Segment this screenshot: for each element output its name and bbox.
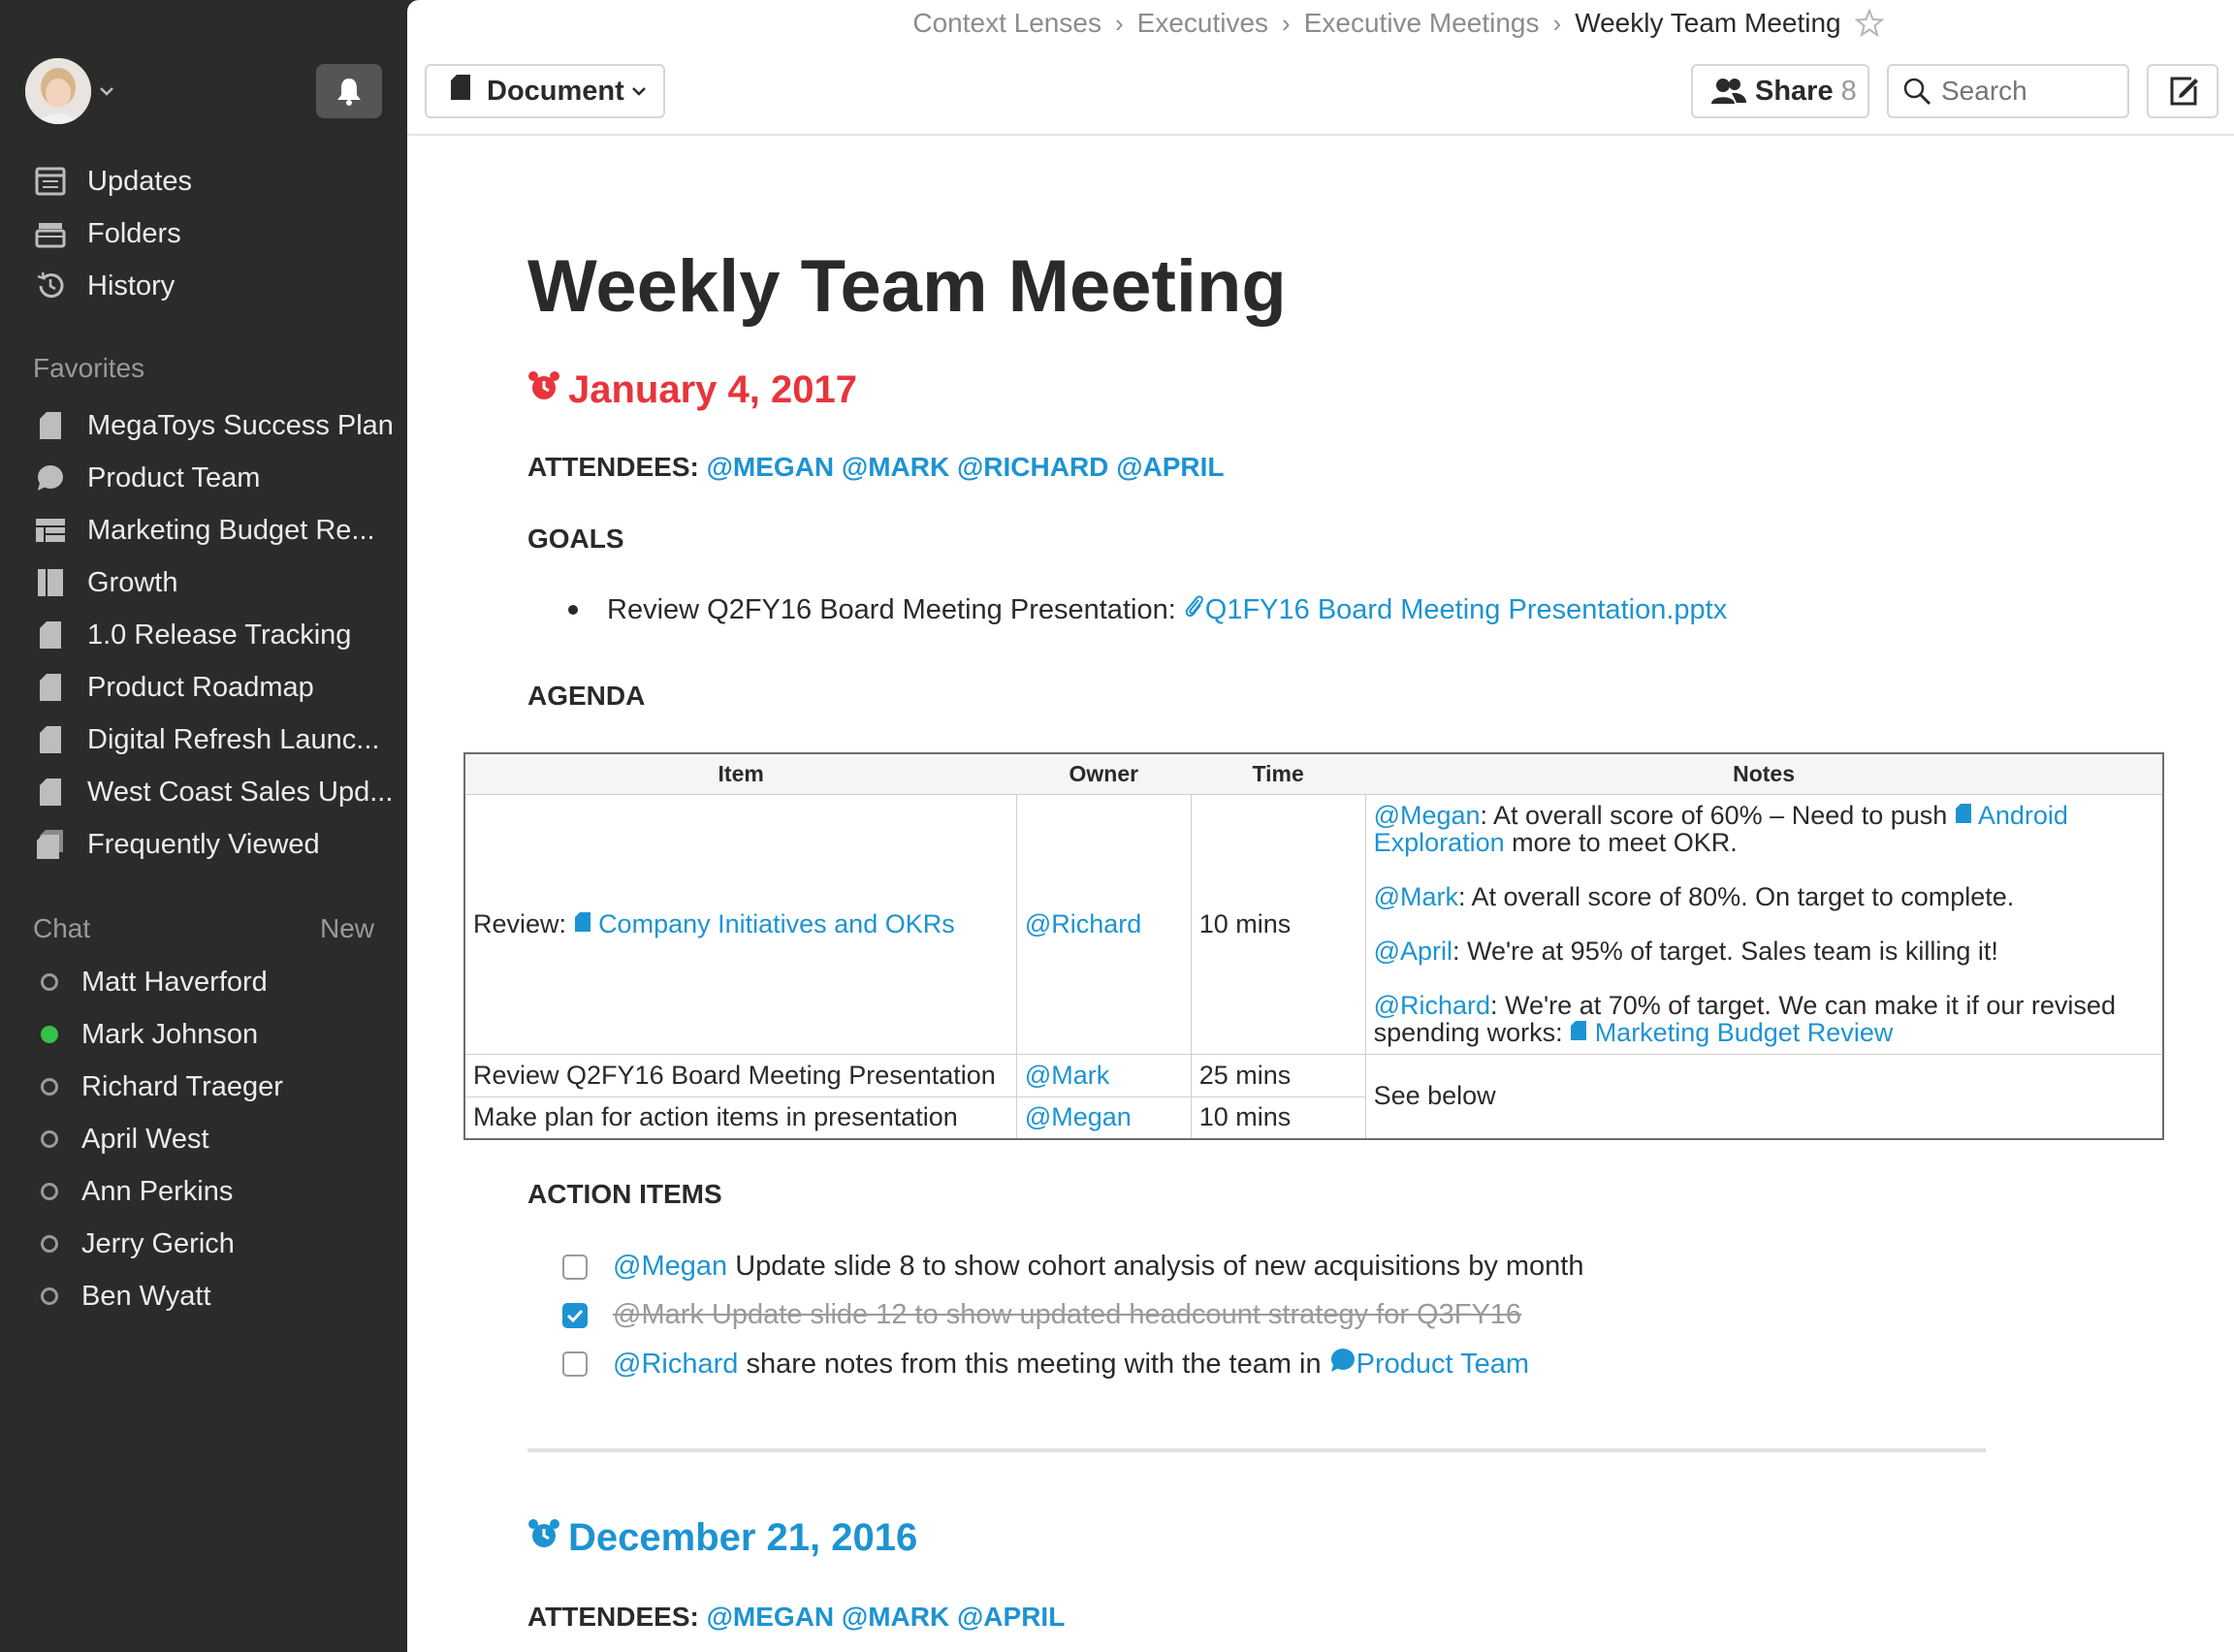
mention-link[interactable]: @MEGAN xyxy=(706,452,835,482)
presence-indicator xyxy=(41,1130,58,1148)
note-text: : At overall score of 80%. On target to complete. xyxy=(1457,882,2015,911)
action-item xyxy=(562,1251,1584,1283)
breadcrumb-current: Weekly Team Meeting xyxy=(1575,8,1841,38)
table-cell: 10 mins xyxy=(1191,1096,1365,1139)
mention-link[interactable]: @APRIL xyxy=(957,1602,1066,1632)
mention-link[interactable]: @Mark xyxy=(613,1299,704,1330)
favorite-label: MegaToys Success Plan xyxy=(87,409,394,441)
sidebar xyxy=(0,0,407,1652)
document-icon xyxy=(33,409,68,442)
meeting-date-text: December 21, 2016 xyxy=(568,1516,918,1559)
search-icon xyxy=(1902,77,1931,106)
attendees-line xyxy=(527,1602,1065,1633)
chat-item[interactable] xyxy=(0,1113,407,1165)
column-header: Owner xyxy=(1016,753,1191,794)
attendees-line xyxy=(527,452,1225,483)
action-text: share notes from this meeting with the team in xyxy=(746,1348,1322,1380)
attendees-label: ATTENDEES: xyxy=(527,1602,699,1632)
chat-item[interactable] xyxy=(0,1061,407,1113)
favorite-label: Product Roadmap xyxy=(87,671,314,703)
folders-icon xyxy=(33,217,68,250)
nav-item-folders[interactable] xyxy=(0,207,407,260)
document-icon xyxy=(33,619,68,651)
presence-indicator xyxy=(41,1235,58,1253)
chat-name: Ben Wyatt xyxy=(81,1280,211,1312)
main-pane xyxy=(407,0,2234,1652)
chevron-right-icon: › xyxy=(1114,8,1124,38)
document-icon xyxy=(1570,1018,1587,1047)
document-menu-button[interactable] xyxy=(425,64,665,118)
share-count: 8 xyxy=(1840,75,1857,107)
table-row xyxy=(464,1054,2163,1096)
chevron-down-icon xyxy=(630,84,648,98)
table-cell xyxy=(464,794,1016,1054)
favorites-list xyxy=(0,399,407,871)
favorite-item[interactable] xyxy=(0,661,407,714)
table-cell xyxy=(1016,794,1191,1054)
document-icon xyxy=(33,723,68,756)
mention-link[interactable]: @Megan xyxy=(613,1251,728,1282)
presence-indicator xyxy=(41,1078,58,1096)
action-item xyxy=(562,1348,1529,1381)
meeting-divider xyxy=(527,1448,1986,1452)
column-header: Time xyxy=(1191,753,1365,794)
presence-indicator xyxy=(41,973,58,991)
note-text: : At overall score of 60% – Need to push xyxy=(1480,801,1955,830)
action-text: Update slide 12 to show updated headcount strategy for Q3FY16 xyxy=(711,1299,1522,1330)
chat-item[interactable] xyxy=(0,956,407,1008)
document-link[interactable]: Android Exploration xyxy=(1373,801,2068,857)
chat-name: Mark Johnson xyxy=(81,1018,259,1050)
note-paragraph xyxy=(1374,883,2154,910)
table-cell: 25 mins xyxy=(1191,1054,1365,1096)
document-icon xyxy=(33,671,68,704)
attachment-link[interactable]: Q1FY16 Board Meeting Presentation.pptx xyxy=(1204,593,1728,625)
favorite-label: 1.0 Release Tracking xyxy=(87,619,352,651)
nav-label: Updates xyxy=(87,165,193,197)
nav-item-history[interactable] xyxy=(0,260,407,312)
note-paragraph xyxy=(1374,802,2154,856)
chevron-right-icon: › xyxy=(1282,8,1291,38)
breadcrumb-item[interactable]: Context Lenses xyxy=(912,8,1101,38)
mention-link[interactable]: @Richard xyxy=(613,1348,739,1380)
agenda-heading: AGENDA xyxy=(527,681,646,711)
action-item xyxy=(562,1299,1521,1331)
chat-name: Ann Perkins xyxy=(81,1175,234,1207)
mention-link[interactable]: @Megan xyxy=(1024,1102,1132,1132)
document-link[interactable]: Company Initiatives and OKRs xyxy=(598,908,955,938)
mention-link[interactable]: @Richard xyxy=(1024,908,1142,938)
favorite-label: Marketing Budget Re... xyxy=(87,514,375,546)
chat-name: Jerry Gerich xyxy=(81,1227,235,1259)
chat-item[interactable] xyxy=(0,1165,407,1218)
table-cell xyxy=(1016,1054,1191,1096)
chat-bubble-icon xyxy=(33,461,68,494)
header-divider xyxy=(407,134,2234,136)
people-icon xyxy=(1710,78,1747,105)
mention-link[interactable]: @Mark xyxy=(1024,1060,1110,1090)
chat-heading: Chat xyxy=(33,913,91,943)
documents-stack-icon xyxy=(33,828,68,861)
table-cell: 10 mins xyxy=(1191,794,1365,1054)
mention-link[interactable]: @Mark xyxy=(1373,882,1458,911)
item-prefix: Review: xyxy=(473,908,567,938)
action-items-heading: ACTION ITEMS xyxy=(527,1179,722,1209)
table-cell: Review Q2FY16 Board Meeting Presentation xyxy=(464,1054,1016,1096)
action-text: Update slide 8 to show cohort analysis of new acquisitions by month xyxy=(735,1251,1584,1282)
table-cell xyxy=(1016,1096,1191,1139)
alarm-clock-icon xyxy=(527,1516,560,1560)
favorite-item[interactable] xyxy=(0,818,407,871)
nav-label: Folders xyxy=(87,217,181,249)
mention-link[interactable]: @April xyxy=(1373,937,1452,966)
checkmark-icon xyxy=(566,1308,584,1323)
presence-indicator xyxy=(41,1026,58,1043)
checkbox[interactable] xyxy=(562,1351,588,1377)
checkbox[interactable] xyxy=(562,1255,588,1280)
chat-name: April West xyxy=(81,1123,209,1155)
mention-link[interactable]: @Megan xyxy=(1373,801,1481,830)
goals-heading: GOALS xyxy=(527,524,624,554)
favorite-label: West Coast Sales Upd... xyxy=(87,776,394,808)
document-icon xyxy=(1955,801,1972,830)
favorite-item[interactable] xyxy=(0,766,407,818)
favorite-item[interactable] xyxy=(0,399,407,452)
mention-link[interactable]: @RICHARD xyxy=(957,452,1109,482)
favorite-item[interactable] xyxy=(0,556,407,609)
breadcrumb-item[interactable]: Executive Meetings xyxy=(1303,8,1540,38)
mention-link[interactable]: @APRIL xyxy=(1116,452,1225,482)
mention-link[interactable]: @MEGAN xyxy=(706,1602,835,1632)
checkbox-checked[interactable] xyxy=(562,1303,588,1328)
completed-action xyxy=(613,1299,1521,1331)
new-chat-button[interactable]: New xyxy=(319,913,374,943)
favorites-heading: Favorites xyxy=(33,353,145,383)
favorite-item[interactable] xyxy=(0,714,407,766)
search-input[interactable] xyxy=(1941,76,2116,107)
mention-link[interactable]: @MARK xyxy=(841,452,950,482)
favorite-label: Frequently Viewed xyxy=(87,828,320,860)
presence-indicator xyxy=(41,1287,58,1305)
column-header: Notes xyxy=(1365,753,2163,794)
document-icon xyxy=(574,909,591,938)
chat-item[interactable] xyxy=(0,1218,407,1270)
presence-indicator xyxy=(41,1183,58,1200)
column-header: Item xyxy=(464,753,1016,794)
bullet xyxy=(568,605,578,615)
document-link[interactable]: Marketing Budget Review xyxy=(1594,1018,1894,1047)
updates-icon xyxy=(33,165,68,198)
star-icon[interactable] xyxy=(1855,9,1884,38)
nav-label: History xyxy=(87,270,176,302)
chat-bubble-icon xyxy=(1329,1348,1356,1381)
breadcrumb-item[interactable]: Executives xyxy=(1136,8,1269,38)
table-row xyxy=(464,794,2163,1054)
note-text: : We're at 95% of target. Sales team is killing it! xyxy=(1452,937,1998,966)
share-button[interactable] xyxy=(1691,64,1869,118)
chat-name: Richard Traeger xyxy=(81,1070,283,1102)
breadcrumb xyxy=(407,8,2234,39)
document-menu-label: Document xyxy=(487,75,624,107)
spreadsheet-icon xyxy=(33,514,68,547)
favorite-label: Digital Refresh Launc... xyxy=(87,723,380,755)
favorite-item[interactable] xyxy=(0,504,407,556)
favorite-label: Growth xyxy=(87,566,178,598)
document-icon xyxy=(33,776,68,809)
note-paragraph xyxy=(1374,992,2154,1046)
table-header-row xyxy=(464,753,2163,794)
meeting-date xyxy=(527,1516,917,1560)
chat-item[interactable] xyxy=(0,1270,407,1322)
goal-text: Review Q2FY16 Board Meeting Presentation: xyxy=(607,593,1176,625)
document-icon xyxy=(450,74,471,109)
chat-item[interactable] xyxy=(0,1008,407,1061)
chat-link[interactable]: Product Team xyxy=(1356,1348,1530,1380)
compose-button[interactable] xyxy=(2147,64,2218,118)
mention-link[interactable]: @MARK xyxy=(841,1602,950,1632)
share-label: Share xyxy=(1755,75,1834,107)
favorite-label: Product Team xyxy=(87,461,261,493)
chevron-down-icon[interactable] xyxy=(97,81,116,101)
primary-nav xyxy=(0,155,407,312)
compose-icon xyxy=(2166,75,2199,108)
notifications-button[interactable] xyxy=(316,64,382,118)
user-avatar[interactable] xyxy=(25,58,91,124)
goal-item xyxy=(568,593,1727,626)
attendees-label: ATTENDEES: xyxy=(527,452,699,482)
bell-icon xyxy=(335,76,364,107)
note-paragraph xyxy=(1374,937,2154,965)
favorite-item[interactable] xyxy=(0,452,407,504)
search-field[interactable] xyxy=(1887,64,2129,118)
note-text: : We're at 70% of target. We can make it if our revised spending works: xyxy=(1373,991,2116,1047)
page-title: Weekly Team Meeting xyxy=(527,245,1287,328)
nav-item-updates[interactable] xyxy=(0,155,407,207)
meeting-date-text: January 4, 2017 xyxy=(568,368,857,411)
mention-link[interactable]: @Richard xyxy=(1373,991,1491,1020)
table-cell: Make plan for action items in presentation xyxy=(464,1096,1016,1139)
meeting-date xyxy=(527,368,857,412)
alarm-clock-icon xyxy=(527,368,560,412)
chevron-right-icon: › xyxy=(1552,8,1562,38)
table-cell: See below xyxy=(1365,1054,2163,1139)
history-icon xyxy=(33,270,68,302)
favorite-item[interactable] xyxy=(0,609,407,661)
note-text: more to meet OKR. xyxy=(1504,828,1738,857)
agenda-table xyxy=(463,752,2164,1140)
paperclip-icon xyxy=(1184,593,1205,626)
chat-list xyxy=(0,956,407,1322)
chat-name: Matt Haverford xyxy=(81,966,268,998)
notebook-icon xyxy=(33,566,68,599)
table-cell-notes xyxy=(1365,794,2163,1054)
